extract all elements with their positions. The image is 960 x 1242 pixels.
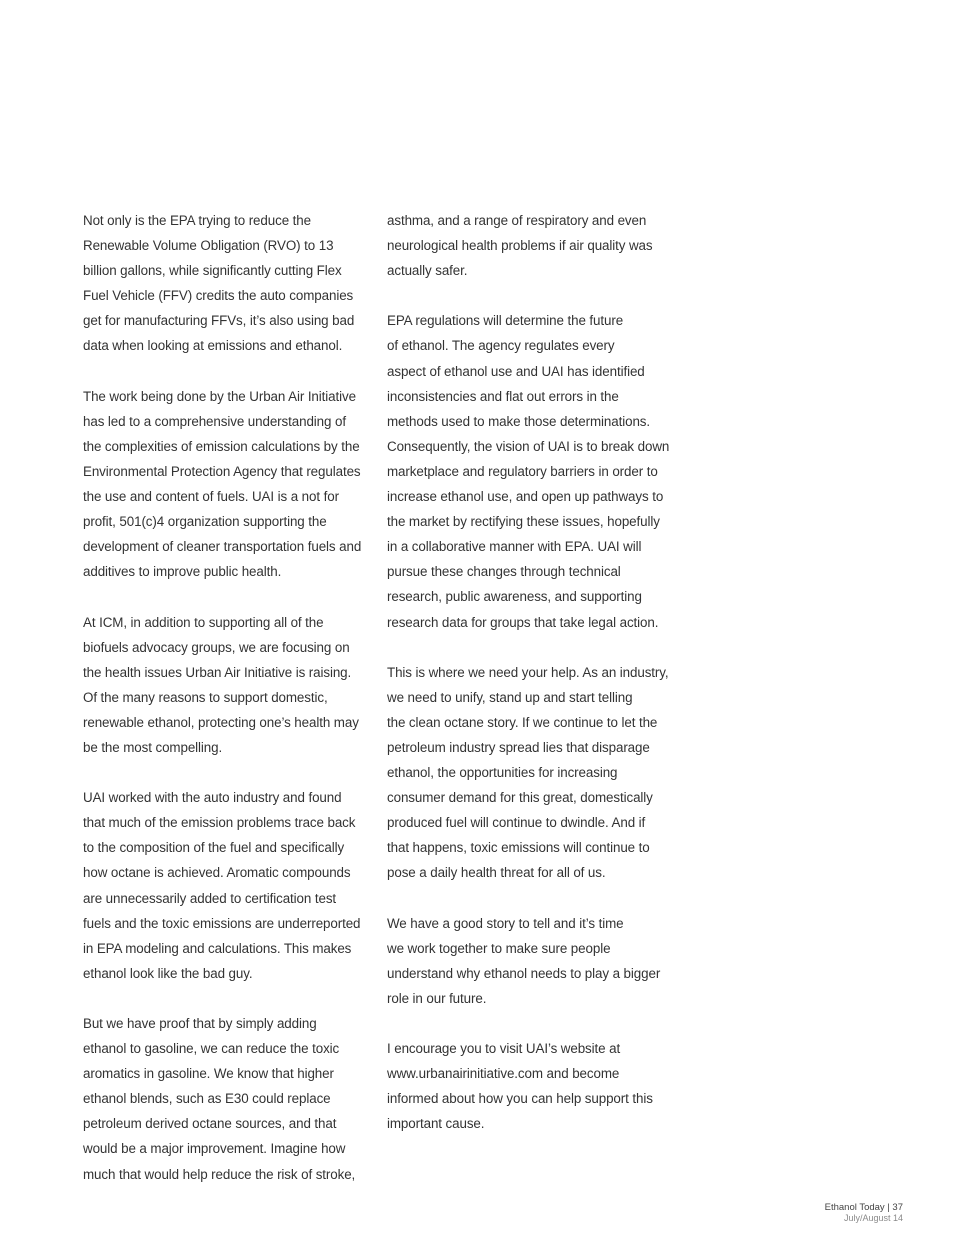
footer-issue-date: July/August 14 — [843, 1213, 903, 1223]
paragraph-spacer — [387, 1011, 687, 1036]
paragraph-urban-air-initiative: The work being done by the Urban Air Initiative has led to a comprehensive understanding of the complexities of emission calculations by the Environmental Protection Agency that regulates the use and content of fuels. UAI is a not for profit, 501(c)4 organization supporting the development of cleaner transportation fuels and additives to improve public health. — [83, 388, 362, 580]
paragraph-spacer — [387, 635, 687, 660]
page-footer — [825, 1202, 903, 1224]
paragraph-spacer — [387, 886, 687, 911]
footer-publication-page: Ethanol Today | 37 — [824, 1202, 903, 1213]
paragraph-spacer — [83, 359, 383, 384]
paragraph-visit-website: I encourage you to visit UAI’s website at www.urbanairinitiative.com and become informed about how you can help support this important cause. — [387, 1041, 653, 1132]
paragraph-spacer — [83, 584, 383, 609]
paragraph-health-continued: asthma, and a range of respiratory and even neurological health problems if air quality was actually safer. — [387, 213, 653, 279]
paragraph-icm-health: At ICM, in addition to supporting all of the biofuels advocacy groups, we are focusing on the health issues Urban Air Initiative is raising. Of the many reasons to support domestic, renewable ethanol, protecting one’s health may be the most compelling. — [83, 614, 359, 755]
paragraph-epa-regulations: EPA regulations will determine the future of ethanol. The agency regulates every aspect of ethanol use and UAI has identified inconsistencies and flat out errors in the methods used to make those determinations. Consequently, the vision of UAI is to break down marketplace and regulatory barriers in order to increase ethanol use, and open up pathways to the market by rectifying these issues, hopefully in a collaborative manner with EPA. UAI will pursue these changes through technical research, public awareness, and supporting research data for groups that take legal action. — [387, 313, 670, 630]
paragraph-need-your-help: This is where we need your help. As an industry, we need to unify, stand up and start telling the clean octane story. If we continue to let the petroleum industry spread lies that disparage ethanol, the opportunities for increasing consumer demand for this great, domestically produced fuel will continue to dwindle. And if that happens, toxic emissions will continue to pose a daily health threat for all of us. — [387, 664, 669, 881]
paragraph-auto-industry: UAI worked with the auto industry and found that much of the emission problems trace back to the composition of the fuel and specifically how octane is achieved. Aromatic compounds are unnecessarily added to certification test fuels and the toxic emissions are underreported in EPA modeling and calculations. This makes ethanol look like the bad guy. — [83, 790, 361, 981]
paragraph-epa-rvo: Not only is the EPA trying to reduce the Renewable Volume Obligation (RVO) to 13 billion gallons, while significantly cutting Flex Fuel Vehicle (FFV) credits the auto companies get for manufacturing FFVs, it’s also using bad data when looking at emissions and ethanol. — [83, 213, 355, 354]
paragraph-spacer — [83, 760, 383, 785]
paragraph-proof-ethanol: But we have proof that by simply adding ethanol to gasoline, we can reduce the toxic aromatics in gasoline. We know that higher ethanol blends, such as E30 could replace petroleum derived octane sources, and that would be a major improvement. Imagine how much that would help reduce the risk of stroke, — [83, 1016, 356, 1182]
paragraph-spacer — [387, 283, 687, 308]
article-left-column — [83, 208, 383, 1187]
paragraph-good-story: We have a good story to tell and it’s time we work together to make sure people understand why ethanol needs to play a bigger role in our future. — [387, 915, 661, 1006]
article-right-column — [387, 208, 687, 1136]
paragraph-spacer — [83, 986, 383, 1011]
